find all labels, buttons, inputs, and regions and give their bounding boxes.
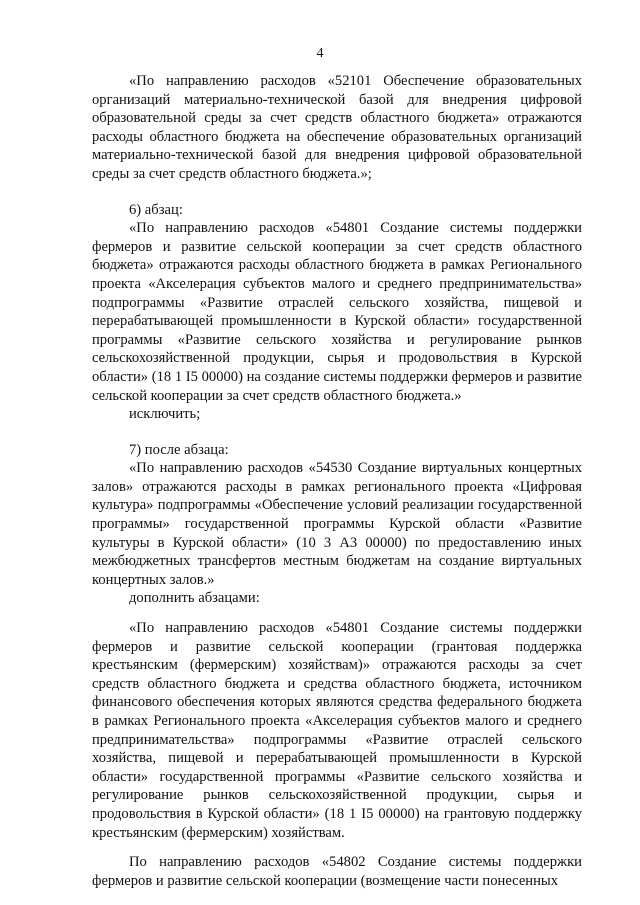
- paragraph-54801-grant: «По направлению расходов «54801 Создание системы поддержки фермеров и развитие сельской кооперации (грантовая поддержка крестьянским (фермерским) хозяйствам)» отражаются расходы за счет средств областного бюджета и средства областного бюджета, источником финансового обеспечения которых являются средства федерального бюджета в рамках Регионального проекта «Акселерация субъектов малого и среднего предпринимательства» подпрограммы «Развитие отраслей сельского хозяйства, пищевой и перерабатывающей промышленности в Курской области» государственной программы «Развитие сельского хозяйства и регулирование рынков сельскохозяйственной продукции, сырья и продовольствия в Курской области» (18 1 I5 00000) на грантовую поддержку крестьянским (фермерским) хозяйствам.: [92, 620, 582, 841]
- paragraph-gap: [92, 184, 582, 201]
- paragraph-gap: [92, 424, 582, 441]
- paragraph-gap: [92, 608, 582, 619]
- paragraph-gap: [92, 842, 582, 853]
- paragraph-exclude: исключить;: [129, 406, 201, 423]
- paragraph-54801-quote: «По направлению расходов «54801 Создание системы поддержки фермеров и развитие сельской кооперации за счет средств областного бюджета» отражаются расходы областного бюджета в рамках Регионального проекта «Акселерация субъектов малого и среднего предпринимательства» подпрограммы «Развитие отраслей сельского хозяйства, пищевой и перерабатывающей промышленности в Курской области» государственной программы «Развитие сельского хозяйства и регулирование рынков сельскохозяйственной продукции, сырья и продовольствия в Курской области» (18 1 I5 00000) на создание системы поддержки фермеров и развитие сельской кооперации за счет средств областного бюджета.»: [92, 220, 582, 404]
- paragraph-item-7: 7) после абзаца:: [129, 441, 229, 458]
- paragraph-52101: «По направлению расходов «52101 Обеспечение образовательных организаций материально-технической базой для внедрения цифровой образовательной среды за счет средств областного бюджета» отражаются расходы областного бюджета на обеспечение образовательных организаций материально-технической базой для внедрения цифровой образовательной среды за счет средств областного бюджета.»;: [92, 73, 582, 182]
- document-body: [92, 72, 582, 890]
- paragraph-add: дополнить абзацами:: [129, 590, 260, 607]
- paragraph-item-6: 6) абзац:: [129, 201, 183, 218]
- paragraph-54530: «По направлению расходов «54530 Создание виртуальных концертных залов» отражаются расходы в рамках регионального проекта «Цифровая культура» подпрограммы «Обеспечение условий реализации государственной программы» государственной программы Курской области «Развитие культуры в Курской области» (10 3 A3 00000) по предоставлению иных межбюджетных трансфертов местным бюджетам на создание виртуальных концертных залов.»: [92, 460, 582, 588]
- page-number: 4: [316, 46, 324, 61]
- paragraph-54802: По направлению расходов «54802 Создание системы поддержки фермеров и развитие сельской кооперации (возмещение части понесенных: [92, 854, 582, 889]
